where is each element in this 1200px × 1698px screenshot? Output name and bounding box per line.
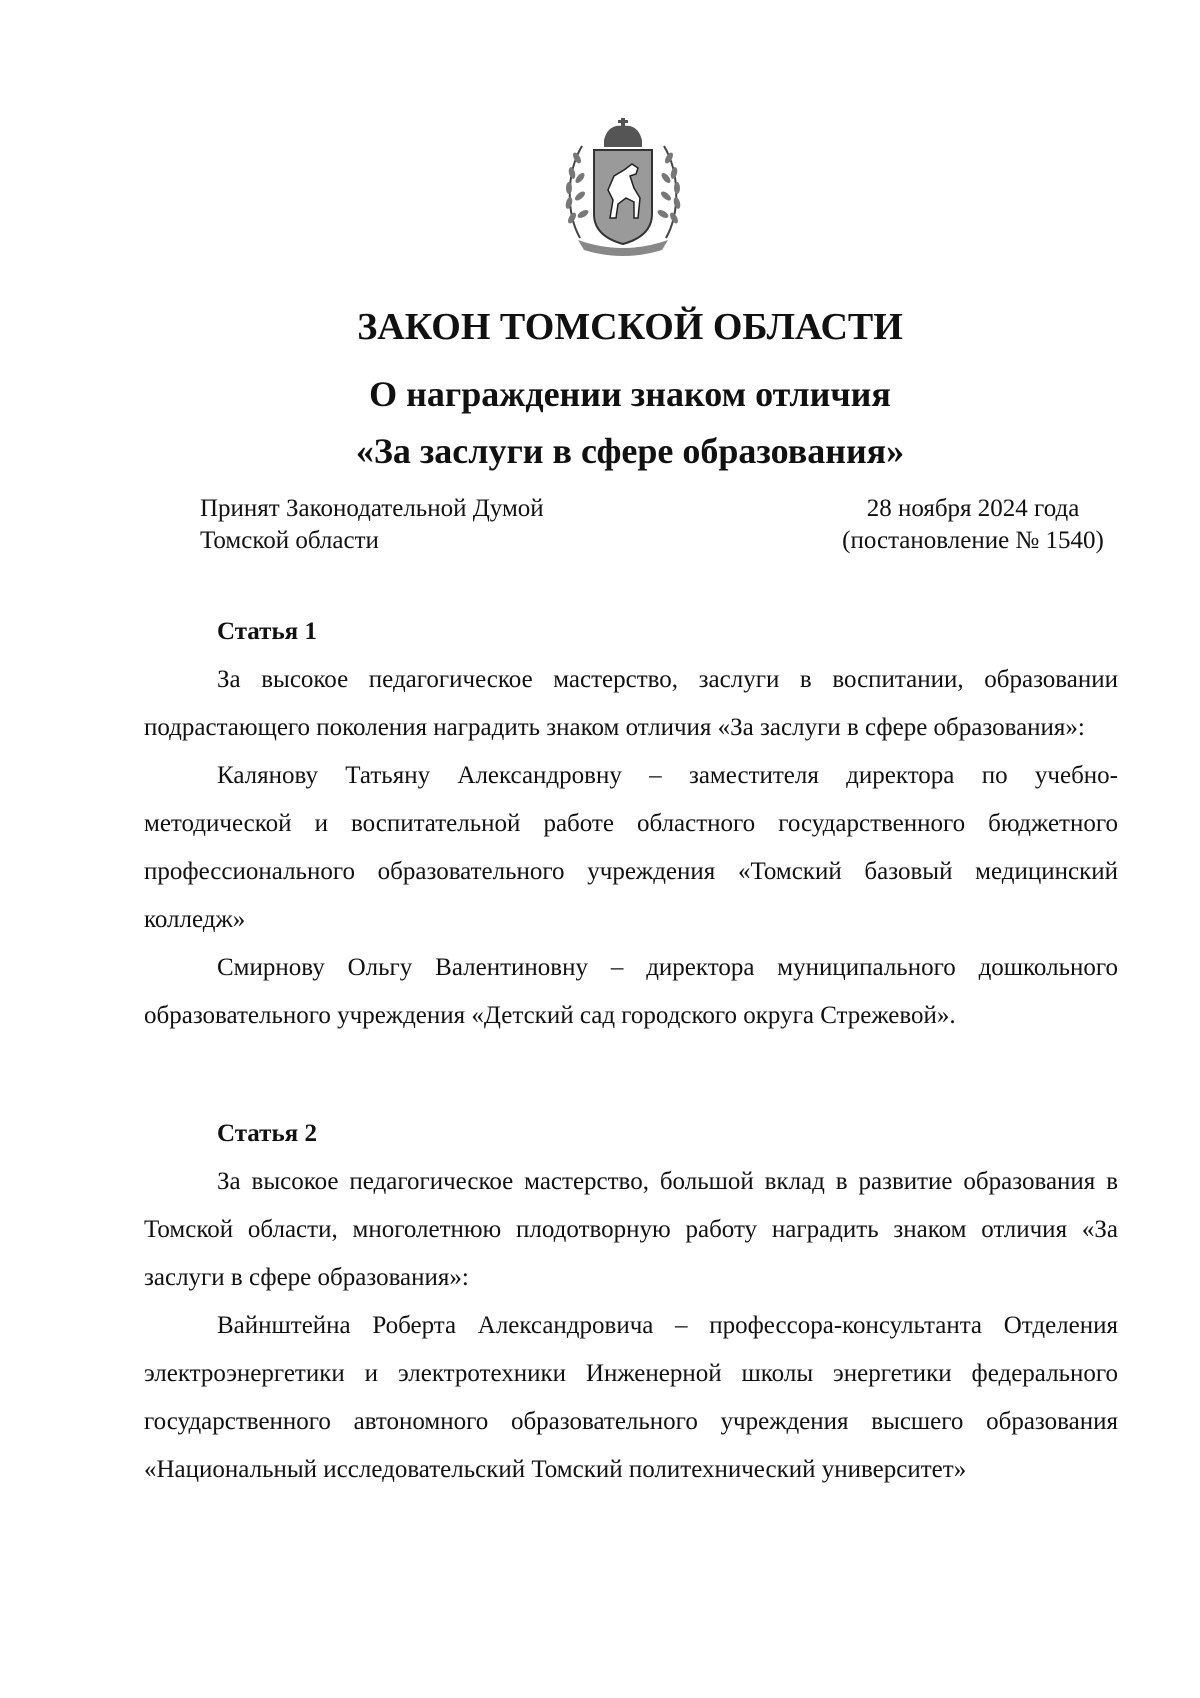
adopted-by-line-1: Принят Законодательной Думой (200, 495, 544, 522)
resolution-number: (постановление № 1540) (842, 527, 1104, 554)
article-paragraph: Калянову Татьяну Александровну – заместителя директора по учебно-методической и воспитательной работе областного государственного бюджетного профессионального образовательного учреждения «Томский базовый медицинский колледж» (144, 762, 1118, 933)
adoption-date-block (828, 493, 1118, 557)
adoption-date: 28 ноября 2024 года (866, 495, 1080, 522)
article-paragraph: За высокое педагогическое мастерство, заслуги в воспитании, образовании подрастающего поколения наградить знаком отличия «За заслуги в сфере образования»: (144, 666, 1118, 741)
law-subtitle-line-1: О награждении знаком отличия (369, 374, 891, 414)
article-paragraph: Вайнштейна Роберта Александровича – профессора-консультанта Отделения электроэнергетики и электротехники Инженерной школы энергетики федерального государственного автономного образовательного учреждения высшего образования «Национальный исследовательский Томский политехнический университет» (144, 1312, 1118, 1483)
article-1 (144, 608, 1118, 1040)
title-block (0, 302, 1200, 480)
article-heading: Статья 2 (217, 1120, 317, 1147)
coat-of-arms-icon (558, 118, 688, 260)
law-title: ЗАКОН ТОМСКОЙ ОБЛАСТИ (357, 306, 903, 348)
article-paragraph: За высокое педагогическое мастерство, большой вклад в развитие образования в Томской области, многолетнюю плодотворную работу наградить знаком отличия «За заслуги в сфере образования»: (144, 1168, 1118, 1291)
law-subtitle-line-2: «За заслуги в сфере образования» (355, 431, 905, 471)
article-paragraph: Смирнову Ольгу Валентиновну – директора муниципального дошкольного образовательного учреждения «Детский сад городского округа Стрежевой». (144, 954, 1118, 1029)
adopted-by-block (200, 493, 544, 557)
article-2 (144, 1110, 1118, 1494)
adopted-by-line-2: Томской области (200, 527, 379, 554)
article-heading: Статья 1 (217, 618, 317, 645)
